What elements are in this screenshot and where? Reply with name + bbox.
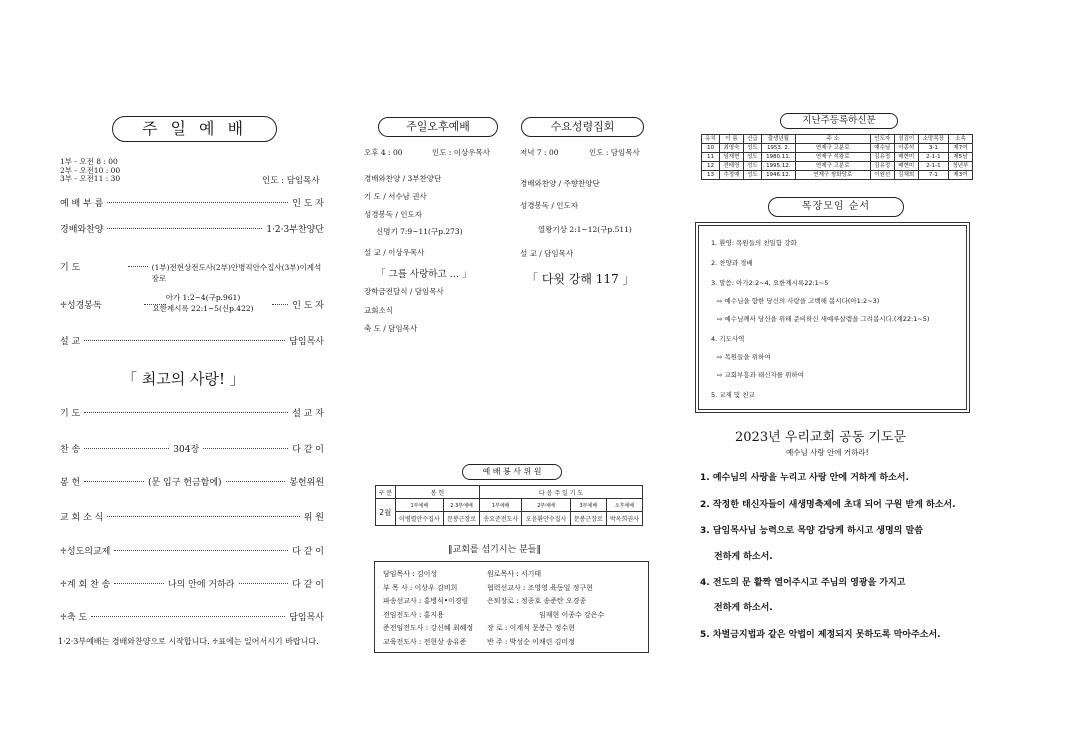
prayer-line: 2. 작정한 태신자들이 새생명축제에 초대 되어 구원 받게 하소서. xyxy=(700,500,956,510)
staff-box xyxy=(374,561,649,653)
committee-cell: 문봉근장로 xyxy=(570,512,606,526)
committee-cell: 송요준전도사 xyxy=(480,512,522,526)
staff-entry: 담임목사 : 김이성 xyxy=(383,570,438,578)
table-row: 11 임재현 성도 1980.11. 연제구 석왕로 김유정 배현미 2-1-1 제5남 xyxy=(702,153,973,162)
committee-month: 2월 xyxy=(376,499,396,526)
order-row: 교 회 소 식 위 원 xyxy=(60,513,324,523)
order-row: ♱성도의교제 다 같 이 xyxy=(60,547,324,557)
order-row: 예 배 부 름 인 도 자 xyxy=(60,199,324,209)
afternoon-item: 축 도 / 담임목사 xyxy=(364,324,418,333)
news-title-badge: 지난주등록하신분 xyxy=(780,113,898,129)
staff-entry: 협력선교사 : 조영영 육동일 정구현 xyxy=(487,583,593,592)
staff-entry: 파송선교사 : 홍병식•이경림 xyxy=(383,597,469,605)
service-times xyxy=(60,158,120,184)
table-header: 신급 xyxy=(743,135,761,144)
wednesday-time: 저녁 7 : 00 xyxy=(520,148,559,157)
committee-head: 봉 헌 xyxy=(395,486,480,499)
table-header: 이 름 xyxy=(719,135,743,144)
table-header: 소망목장 xyxy=(918,135,948,144)
committee-subhead: 3부예배 xyxy=(570,499,606,512)
committee-cell: 문봉근장로 xyxy=(444,512,480,526)
committee-head: 다 음 주 일 기 도 xyxy=(480,486,643,499)
cell-item: 3. 말씀: 아가2:2~4, 요한계시록22:1~5 xyxy=(711,279,829,287)
cell-item: 1. 환영: 목원들의 친밀함 강화 xyxy=(711,239,797,247)
order-row: ♱성경봉독 인 도 자 xyxy=(60,301,324,311)
afternoon-item: 장학금전달식 / 담임목사 xyxy=(364,287,444,296)
order-row: 기 도 설 교 자 xyxy=(60,409,324,419)
committee-head: 구 분 xyxy=(376,486,396,499)
afternoon-item: 기 도 / 서수남 권사 xyxy=(364,192,427,201)
wednesday-leader: 인도 : 담임목사 xyxy=(589,148,640,157)
afternoon-scripture: 신명기 7:9~11(구p.273) xyxy=(376,227,463,236)
cell-order-box xyxy=(698,225,967,410)
prayer-line: 전하게 하소서. xyxy=(714,603,773,613)
cell-item: 2. 찬양과 경배 xyxy=(711,259,753,267)
staff-entry: 원로목사 : 서기태 xyxy=(487,570,542,578)
order-row: ♱계 회 찬 송 나의 안에 거하라 다 같 이 xyxy=(60,580,324,590)
order-row: 경배와찬양 1·2·3부찬양단 xyxy=(60,225,324,235)
afternoon-title-badge: 주일오후예배 xyxy=(378,117,498,137)
scripture-refs xyxy=(148,292,258,314)
afternoon-leader: 인도 : 이상우목사 xyxy=(432,148,491,157)
order-row: ♱축 도 담임목사 xyxy=(60,613,324,623)
order-row: 설 교 담임목사 xyxy=(60,337,324,347)
table-header: 유치 xyxy=(702,135,720,144)
table-header: 인도자 xyxy=(870,135,894,144)
staff-entry: 부 목 사 : 이상우 김비희 xyxy=(383,583,458,592)
table-header: 소속 xyxy=(948,135,972,144)
staff-title: ‖교회를 섬기시는 분들‖ xyxy=(448,545,541,555)
cell-item: 4. 기도사역 xyxy=(711,335,745,343)
committee-title-badge: 예 배 봉 사 위 원 xyxy=(462,464,562,480)
table-header: 출생년월 xyxy=(761,135,795,144)
cell-sub-item: ⇨ 목원들을 위하여 xyxy=(717,353,771,361)
cell-sub-item: ⇨ 예수님께서 당신을 위해 준비하신 새예루살렘을 그려봅시다.(계22:1~5) xyxy=(717,315,930,323)
prayer-line: 전하게 하소서. xyxy=(714,552,773,562)
table-header: 주 소 xyxy=(795,135,870,144)
order-row: 봉 헌 (문 입구 헌금함에) 봉헌위원 xyxy=(60,478,325,488)
scripture-2: 요한계시록 22:1~5(신p.422) xyxy=(152,304,254,313)
prayer-subtitle: 예수님 사랑 안에 거하라! xyxy=(786,448,869,457)
footnote: 1·2·3부예배는 경배와찬양으로 시작합니다. ♱표에는 일어서시기 바랍니다. xyxy=(58,637,319,646)
committee-cell: 이병렬안수집사 xyxy=(395,512,443,526)
wednesday-title-badge: 수요성령집회 xyxy=(521,117,644,137)
prayer-line: 3. 담임목사님 능력으로 목양 감당케 하시고 생명의 말씀 xyxy=(700,526,923,536)
order-row: 기 도 (1부)전현상전도사(2부)안병직안수집사(3부)이계석장로 xyxy=(60,263,322,283)
committee-subhead: 2부예배 xyxy=(522,499,570,512)
time-1: 1부 - 오전 8 : 00 xyxy=(60,157,118,166)
prayer-title: 2023년 우리교회 공동 기도문 xyxy=(735,430,907,445)
time-3: 3부 - 오전11 : 30 xyxy=(60,174,121,183)
staff-entry: 교육전도사 : 전현상 송유준 xyxy=(383,637,467,646)
new-members-table xyxy=(701,134,973,180)
afternoon-item: 설 교 / 이상우목사 xyxy=(364,248,425,257)
staff-entry: 준전임전도사 : 강신혜 최혜정 xyxy=(383,624,474,632)
wednesday-sermon: 「 다윗 강해 117 」 xyxy=(526,272,635,286)
staff-entry: 은퇴장로 : 정종호 송준탄 오경종 xyxy=(487,597,587,605)
staff-entry: 전임전도사 : 홍지용 xyxy=(383,610,444,619)
worship-title-badge: 주 일 예 배 xyxy=(112,116,277,142)
prayer-line: 1. 예수님의 사랑을 누리고 사랑 안에 거하게 하소서. xyxy=(700,473,909,483)
order-row: 찬 송 304장 다 같 이 xyxy=(60,445,324,455)
table-row: 12 전태영 성도 1995.12. 연제구 고분로 김유정 배현미 2-1-1 청년부 xyxy=(702,162,973,171)
committee-subhead: 오후예배 xyxy=(606,499,642,512)
time-2: 2부 - 오전10 : 00 xyxy=(60,165,121,175)
afternoon-item: 경배와찬양 / 3부찬양단 xyxy=(364,174,442,183)
cell-item: 5. 교제 및 친교 xyxy=(711,391,755,399)
afternoon-item: 성경봉독 / 인도자 xyxy=(364,210,423,219)
afternoon-item: 교회소식 xyxy=(364,306,393,315)
cell-sub-item: ⇨ 예수님을 향한 당신의 사랑을 고백해 봅시다(아1:2~3) xyxy=(717,297,880,305)
committee-cell: 박옥희권사 xyxy=(606,512,642,526)
afternoon-sermon: 「 그를 사랑하고 … 」 xyxy=(376,269,472,280)
cell-sub-item: ⇨ 교회부흥과 태신자를 위하여 xyxy=(717,371,804,379)
wednesday-item: 설 교 / 담임목사 xyxy=(520,249,574,258)
prayer-line: 5. 차별금지법과 같은 악법이 제정되지 못하도록 막아주소서. xyxy=(700,630,941,640)
prayer-line: 4. 전도의 문 활짝 열어주시고 주님의 영광을 가지고 xyxy=(700,578,906,588)
wednesday-item: 경배와찬양 / 주향찬양단 xyxy=(520,179,600,188)
staff-entry: 장 로 : 이계석 문봉근 정수현 xyxy=(487,624,575,632)
table-header-row xyxy=(702,135,973,144)
leader-label: 인도 : 담임목사 xyxy=(262,176,320,186)
scripture-1: 아가 1:2~4(구p.961) xyxy=(165,293,241,302)
table-row: 10 최영숙 성도 1953. 2. 연제구 고분로 예수님 이종석 3-1 제7여 xyxy=(702,144,973,153)
wednesday-item: 성경봉독 / 인도자 xyxy=(520,201,579,210)
afternoon-time: 오후 4 : 00 xyxy=(364,148,403,157)
cell-title-badge: 목장모임 순서 xyxy=(768,197,904,217)
committee-subhead: 2·3부예배 xyxy=(444,499,480,512)
table-header: 섬김이 xyxy=(894,135,918,144)
staff-entry: 반 주 : 박성순 이채린 김미정 xyxy=(487,637,575,646)
committee-cell: 오윤환안수집사 xyxy=(522,512,570,526)
sermon-title: 「 최고의 사랑! 」 xyxy=(122,370,245,388)
staff-entry: 임재현 이종수 강은수 xyxy=(539,610,605,619)
wednesday-scripture: 열왕기상 2:1~12(구p.511) xyxy=(538,225,632,234)
committee-subhead: 1부예배 xyxy=(395,499,443,512)
table-row: 13 추정예 성도 1946.12. 연제구 쌍화당로 이원선 김채희 7-1 제3여 xyxy=(702,171,973,180)
committee-subhead: 1부예배 xyxy=(480,499,522,512)
staff-right-list xyxy=(487,568,604,649)
committee-table xyxy=(375,485,643,526)
staff-left-list xyxy=(383,568,473,649)
